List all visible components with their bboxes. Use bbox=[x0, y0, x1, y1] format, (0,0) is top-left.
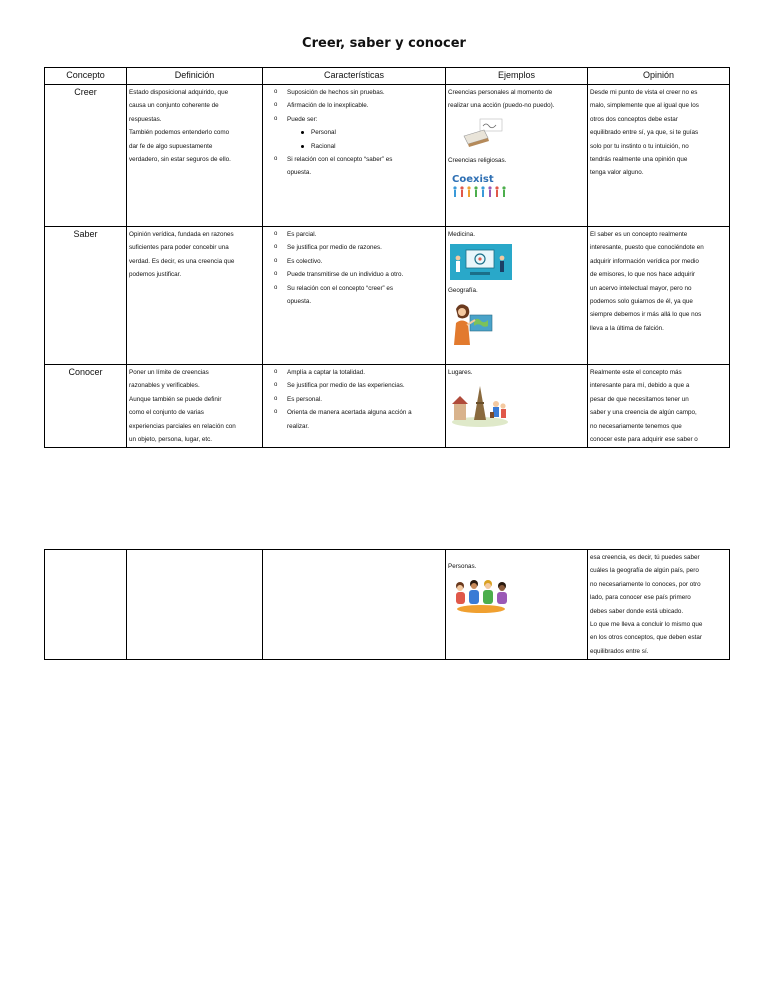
examples-cell bbox=[446, 550, 588, 660]
list-item: o Es personal. bbox=[287, 393, 443, 406]
header-definicion: Definición bbox=[127, 68, 263, 85]
table-row bbox=[45, 365, 730, 448]
text-line: Desde mi punto de vista el creer no es bbox=[590, 89, 698, 96]
characteristics-cell bbox=[263, 227, 446, 365]
text-line: verdadero, sin estar seguros de ello. bbox=[129, 156, 231, 164]
text-line: malo, simplemente que al igual que los bbox=[590, 102, 699, 110]
medical-screen-icon bbox=[450, 244, 512, 280]
text-line: equilibrado entre sí, ya que, si te guías bbox=[590, 129, 699, 137]
characteristics-cell-empty bbox=[263, 550, 446, 660]
table-row bbox=[45, 227, 730, 365]
list-item-text: Si relación con el concepto “saber” es bbox=[287, 156, 393, 164]
text-line: Poner un límite de creencias bbox=[129, 369, 209, 376]
header-ejemplos: Ejemplos bbox=[446, 68, 588, 85]
list-item bbox=[287, 406, 443, 433]
text-line: Realmente este el concepto más bbox=[590, 369, 682, 376]
text-line: Estado disposicional adquirido, que bbox=[129, 89, 229, 96]
text-line: verdad. Es decir, es una creencia que bbox=[129, 257, 235, 265]
list-item bbox=[287, 153, 443, 180]
text-line: Aunque también se puede definir bbox=[129, 395, 222, 403]
text-line: siempre debemos ir más allá lo que nos bbox=[590, 311, 702, 319]
example-text: Creencias religiosas. bbox=[448, 156, 507, 164]
text-line: pesar de que necesitamos tener un bbox=[590, 395, 689, 403]
text-line: experiencias parciales en relación con bbox=[129, 422, 236, 430]
sub-list-item: Racional bbox=[311, 140, 443, 153]
text-line: Opinión verídica, fundada en razones bbox=[129, 231, 234, 238]
text-line: respuestas. bbox=[129, 115, 162, 123]
examples-cell bbox=[446, 85, 588, 227]
text-line: de emisores, lo que nos hace adquirir bbox=[590, 271, 696, 279]
opinion-cell bbox=[588, 227, 730, 365]
example-text: Creencias personales al momento de bbox=[448, 89, 553, 96]
coexist-logo-text: Coexist bbox=[452, 174, 494, 186]
characteristics-cell bbox=[263, 85, 446, 227]
text-line: un acervo intelectual mayor, pero no bbox=[590, 284, 692, 292]
text-line: otros dos conceptos debe estar bbox=[590, 115, 678, 123]
page-title: Creer, saber y conocer bbox=[302, 36, 466, 51]
text-line: cuáles la geografía de algún país, pero bbox=[590, 567, 699, 575]
text-line: esa creencia, es decir, tú puedes saber bbox=[590, 554, 700, 561]
header-concepto: Concepto bbox=[45, 68, 127, 85]
sub-list-item: Personal bbox=[311, 126, 443, 139]
example-text: Medicina. bbox=[448, 231, 475, 238]
concept-cell: Creer bbox=[45, 85, 127, 227]
text-line: no necesariamente tenemos que bbox=[590, 422, 682, 430]
list-item-label: Puede ser: bbox=[287, 115, 318, 123]
text-line: equilibrados entre sí. bbox=[590, 647, 649, 655]
text-line: debes saber donde está ubicado. bbox=[590, 607, 684, 615]
definition-cell-empty bbox=[127, 550, 263, 660]
text-line: suficientes para poder concebir una bbox=[129, 244, 229, 252]
coexist-people-icon bbox=[450, 170, 508, 202]
text-line: podemos solo guiarnos de él, ya que bbox=[590, 298, 693, 306]
text-line: interesante para mí, debido a que a bbox=[590, 382, 690, 390]
text-line: También podemos entenderlo como bbox=[129, 129, 230, 137]
travel-landmarks-icon bbox=[450, 382, 510, 428]
list-item: o Se justifica por medio de las experiencias. bbox=[287, 379, 443, 392]
characteristics-list bbox=[265, 86, 443, 180]
text-line: en los otros conceptos, que deben estar bbox=[590, 634, 703, 642]
concepts-table bbox=[44, 67, 730, 448]
example-text: Lugares. bbox=[448, 369, 473, 376]
header-caracteristicas: Características bbox=[263, 68, 446, 85]
text-line: interesante, puesto que conociéndote en bbox=[590, 244, 704, 252]
concept-cell-empty bbox=[45, 550, 127, 660]
list-item: o Es parcial. bbox=[287, 228, 443, 241]
list-item-text: realizar. bbox=[287, 422, 310, 430]
opinion-cell bbox=[588, 550, 730, 660]
list-item: o Afirmación de lo inexplicable. bbox=[287, 99, 443, 112]
group-of-people-icon bbox=[450, 576, 512, 614]
concept-cell: Saber bbox=[45, 227, 127, 365]
text-line: tenga valor alguno. bbox=[590, 169, 644, 177]
table-row bbox=[45, 550, 730, 660]
text-line: lleva a la última de falción. bbox=[590, 324, 664, 332]
concept-cell: Conocer bbox=[45, 365, 127, 448]
text-line: El saber es un concepto realmente bbox=[590, 231, 688, 238]
opinion-cell bbox=[588, 365, 730, 448]
header-opinion: Opinión bbox=[588, 68, 730, 85]
list-item: o Se justifica por medio de razones. bbox=[287, 241, 443, 254]
list-item-text: opuesta. bbox=[287, 298, 312, 306]
chalk-eraser-icon bbox=[458, 116, 504, 148]
text-line: no necesariamente lo conoces, por otro bbox=[590, 580, 701, 588]
list-item-text: opuesta. bbox=[287, 169, 312, 177]
table-row bbox=[45, 85, 730, 227]
opinion-cell bbox=[588, 85, 730, 227]
list-item: o Suposición de hechos sin pruebas. bbox=[287, 86, 443, 99]
text-line: podemos justificar. bbox=[129, 271, 182, 279]
text-line: causa un conjunto coherente de bbox=[129, 102, 219, 110]
example-text: realizar una acción (puedo-no puedo). bbox=[448, 102, 555, 110]
text-line: saber y una creencia de algún campo, bbox=[590, 409, 697, 417]
geography-teacher-icon bbox=[450, 301, 494, 347]
text-line: tendrás realmente una opinión que bbox=[590, 156, 688, 164]
definition-cell bbox=[127, 85, 263, 227]
list-item: o Es colectivo. bbox=[287, 255, 443, 268]
definition-cell bbox=[127, 227, 263, 365]
text-line: dar fe de algo supuestamente bbox=[129, 142, 213, 150]
text-line: adquirir información verídica por medio bbox=[590, 257, 699, 265]
example-text: Personas. bbox=[448, 563, 477, 570]
list-item: o Amplía a captar la totalidad. bbox=[287, 366, 443, 379]
sub-list bbox=[287, 126, 443, 153]
header-row bbox=[45, 68, 730, 85]
text-line: conocer este para adquirir ese saber o bbox=[590, 436, 698, 444]
list-item bbox=[287, 113, 443, 153]
definition-cell bbox=[127, 365, 263, 448]
text-line: razonables y verificables. bbox=[129, 382, 200, 390]
list-item-text: Orienta de manera acertada alguna acción a bbox=[287, 409, 412, 417]
example-text: Geografía. bbox=[448, 287, 478, 295]
list-item-text: Su relación con el concepto “creer” es bbox=[287, 284, 394, 292]
characteristics-cell bbox=[263, 365, 446, 448]
text-line: Lo que me lleva a concluir lo mismo que bbox=[590, 621, 703, 629]
characteristics-list bbox=[265, 228, 443, 308]
text-line: lado, para conocer ese país primero bbox=[590, 594, 691, 602]
concepts-table-continuation bbox=[44, 549, 730, 660]
text-line: solo por tu instinto o tu intuición, no bbox=[590, 142, 689, 150]
characteristics-list bbox=[265, 366, 443, 433]
text-line: como el conjunto de varias bbox=[129, 409, 204, 417]
examples-cell bbox=[446, 365, 588, 448]
examples-cell bbox=[446, 227, 588, 365]
list-item: o Puede transmitirse de un individuo a otro. bbox=[287, 268, 443, 281]
list-item bbox=[287, 282, 443, 309]
text-line: un objeto, persona, lugar, etc. bbox=[129, 436, 212, 444]
